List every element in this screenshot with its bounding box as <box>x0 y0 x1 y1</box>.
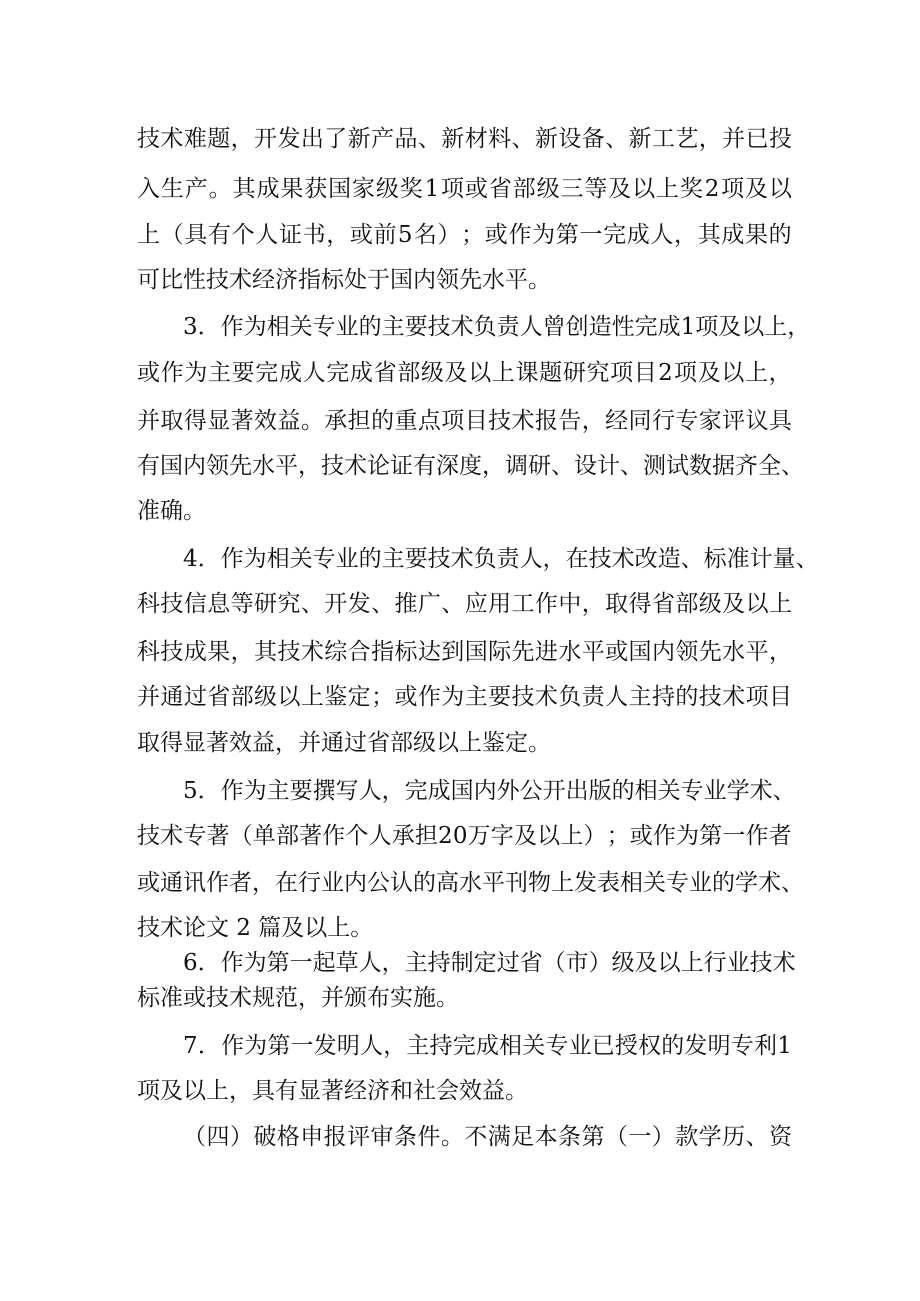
text-line <box>0 401 920 441</box>
text-line <box>0 978 920 1018</box>
text-line <box>0 816 920 856</box>
line-text: 项及以上，具有显著经济和社会效益。 <box>137 1078 528 1104</box>
line-text: 上 （ 具 有 个 人 证 书 ， 或 前 5 名 ） ； 或 作 为 第 一 完 成 人 ， 其 成 果 的 <box>137 222 792 248</box>
line-text: 准确。 <box>137 498 206 524</box>
text-line <box>0 169 920 209</box>
text-line <box>0 632 920 672</box>
text-line <box>0 677 920 717</box>
text-line <box>0 491 920 531</box>
text-line <box>0 353 920 393</box>
text-line <box>0 119 920 159</box>
text-line <box>0 446 920 486</box>
line-text: 5 ． 作 为 主 要 撰 写 人 ， 完 成 国 内 外 公 开 出 版 的 相 关 专 业 学 术 、 <box>183 778 796 804</box>
text-line <box>0 1071 920 1111</box>
text-line <box>0 723 920 763</box>
text-line <box>0 307 920 347</box>
text-line <box>0 1117 920 1157</box>
text-line <box>0 539 920 579</box>
line-text: 或 作 为 主 要 完 成 人 完 成 省 部 级 及 以 上 课 题 研 究 项 目 2 项 及 以 上 ， <box>137 360 792 386</box>
line-text: 4 ． 作 为 相 关 专 业 的 主 要 技 术 负 责 人 ， 在 技 术 改 造 、 标 准 计 量 、 <box>183 546 819 572</box>
line-text: 技 术 专 著 （ 单 部 著 作 个 人 承 担 2 0 万 字 及 以 上 ） ； 或 作 为 第 一 作 者 <box>137 823 792 849</box>
section-heading-text: （ 四 ） 破 格 申 报 评 审 条 件 。 不 满 足 本 条 第 （ 一 ） 款 学 历 、 资 <box>183 1124 792 1150</box>
line-text: 取得显著效益，并通过省部级以上鉴定。 <box>137 730 551 756</box>
line-text: 有 国 内 领 先 水 平 ， 技 术 论 证 有 深 度 ， 调 研 、 设 计 、 测 试 数 据 齐 全 、 <box>137 453 804 479</box>
line-text: 6 ． 作 为 第 一 起 草 人 ， 主 持 制 定 过 省 （ 市 ） 级 及 以 上 行 业 技 术 <box>183 950 796 976</box>
line-text: 科 技 成 果 ， 其 技 术 综 合 指 标 达 到 国 际 先 进 水 平 或 国 内 领 先 水 平 ， <box>137 639 792 665</box>
text-line <box>0 215 920 255</box>
line-text: 科 技 信 息 等 研 究 、 开 发 、 推 广 、 应 用 工 作 中 ， 取 得 省 部 级 及 以 上 <box>137 591 792 617</box>
text-line <box>0 260 920 300</box>
line-text: 技 术 难 题 ， 开 发 出 了 新 产 品 、 新 材 料 、 新 设 备 、 新 工 艺 ， 并 已 投 <box>137 126 792 152</box>
text-line <box>0 863 920 903</box>
line-text: 并 通 过 省 部 级 以 上 鉴 定 ； 或 作 为 主 要 技 术 负 责 人 主 持 的 技 术 项 目 <box>137 684 792 710</box>
line-text: 可比性技术经济指标处于国内领先水平。 <box>137 267 551 293</box>
text-line <box>0 943 920 983</box>
line-text: 并 取 得 显 著 效 益 。 承 担 的 重 点 项 目 技 术 报 告 ， 经 同 行 专 家 评 议 具 <box>137 408 792 434</box>
line-text: 入 生 产 。 其 成 果 获 国 家 级 奖 1 项 或 省 部 级 三 等 及 以 上 奖 2 项 及 以 <box>137 176 792 202</box>
text-line <box>0 908 920 948</box>
line-text: 7 ． 作 为 第 一 发 明 人 ， 主 持 完 成 相 关 专 业 已 授 权 的 发 明 专 利 1 <box>183 1033 792 1059</box>
text-line <box>0 771 920 811</box>
line-text: 3 ． 作 为 相 关 专 业 的 主 要 技 术 负 责 人 曾 创 造 性 完 成 1 项 及 以 上 ， <box>183 314 811 340</box>
line-text: 或 通 讯 作 者 ， 在 行 业 内 公 认 的 高 水 平 刊 物 上 发 表 相 关 专 业 的 学 术 、 <box>137 870 804 896</box>
line-text: 技术论文 2 篇及以上。 <box>137 915 374 941</box>
text-line <box>0 584 920 624</box>
text-line <box>0 1026 920 1066</box>
line-text: 标准或技术规范，并颁布实施。 <box>137 985 459 1011</box>
